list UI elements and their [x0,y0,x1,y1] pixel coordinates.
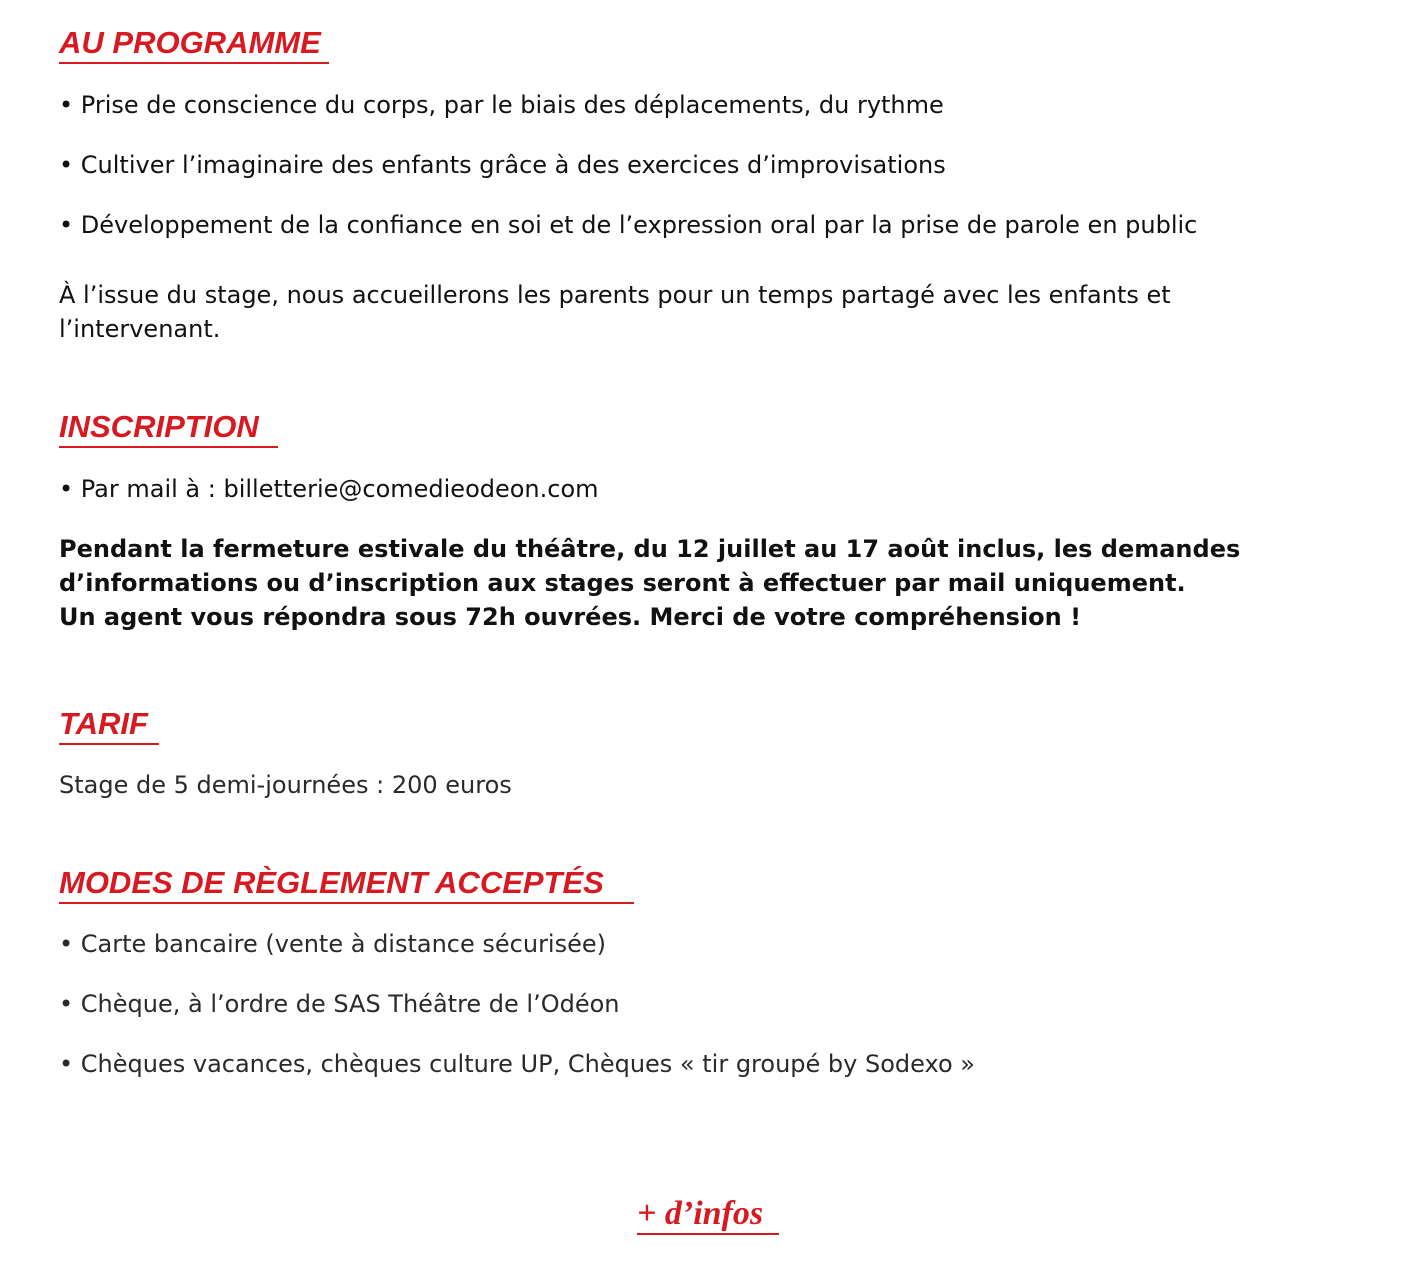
reglement-heading: MODES DE RÈGLEMENT ACCEPTÉS [59,865,604,900]
programme-item-3: • Développement de la confiance en soi et de l’expression oral par la prise de parole en public [59,211,1198,239]
reglement-item-1: • Carte bancaire (vente à distance sécurisée) [59,930,606,958]
more-info-underline [637,1233,779,1235]
reglement-item-3: • Chèques vacances, chèques culture UP, Chèques « tir groupé by Sodexo » [59,1050,975,1078]
programme-closing-line-2: l’intervenant. [59,315,221,343]
programme-closing-line-1: À l’issue du stage, nous accueillerons les parents pour un temps partagé avec les enfants et [59,281,1171,309]
inscription-notice-line-3: Un agent vous répondra sous 72h ouvrées. Merci de votre compréhension ! [59,603,1082,631]
more-info-link[interactable]: + d’infos [637,1195,764,1232]
inscription-mail-prefix: • Par mail à : [59,475,224,503]
programme-heading-underline [59,62,329,64]
inscription-heading-underline [59,446,278,448]
programme-item-1: • Prise de conscience du corps, par le biais des déplacements, du rythme [59,91,944,119]
inscription-heading: INSCRIPTION [59,409,259,444]
inscription-notice-line-2: d’informations ou d’inscription aux stages seront à effectuer par mail uniquement. [59,569,1186,597]
reglement-heading-underline [59,902,634,904]
inscription-mail-line [59,472,599,506]
tarif-price-line: Stage de 5 demi-journées : 200 euros [59,771,512,799]
reglement-item-2: • Chèque, à l’ordre de SAS Théâtre de l’Odéon [59,990,620,1018]
tarif-heading: TARIF [59,706,148,741]
programme-heading: AU PROGRAMME [59,25,321,60]
tarif-heading-underline [59,743,159,745]
inscription-notice-line-1: Pendant la fermeture estivale du théâtre, du 12 juillet au 17 août inclus, les demandes [59,535,1241,563]
programme-item-2: • Cultiver l’imaginaire des enfants grâce à des exercices d’improvisations [59,151,946,179]
inscription-email-link[interactable]: billetterie@comedieodeon.com [223,475,599,503]
